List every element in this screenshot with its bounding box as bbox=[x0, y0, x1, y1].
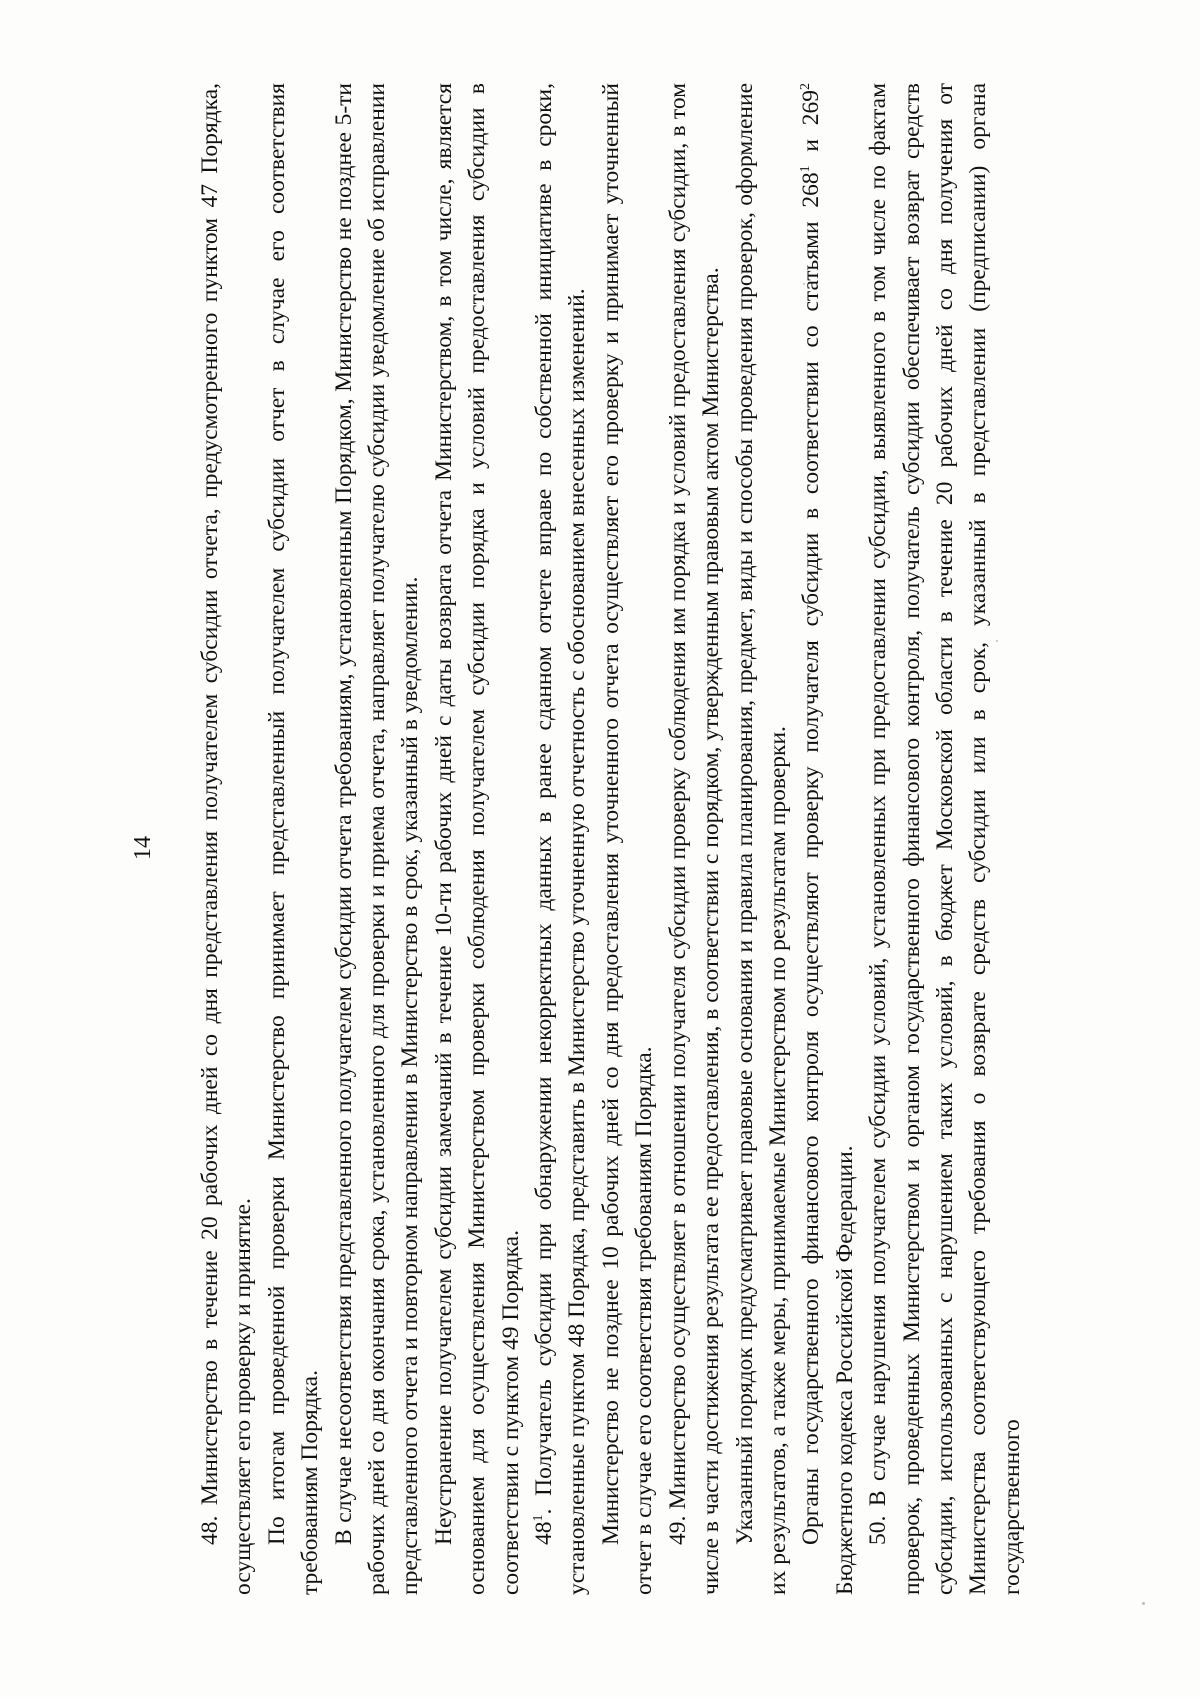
document-body bbox=[194, 43, 1029, 1653]
paragraph-text: Бюджетного кодекса Российской Федерации. bbox=[831, 1145, 858, 1595]
page-number: 14 bbox=[130, 836, 156, 860]
paragraph-48-1 bbox=[528, 83, 595, 1595]
rotated-document-page bbox=[100, 43, 1100, 1653]
scan-speck bbox=[1142, 1602, 1145, 1605]
paragraph-text: и 269 bbox=[798, 90, 825, 166]
paragraph-49-procedure: Указанный порядок предусматривает правовые основания и правила планирования, предмет, виды и способы проведения проверок, оформление их результатов, а также меры, принимаемые Министерством по результатам проверки. bbox=[731, 83, 791, 1595]
paragraph-48-nonconformity: В случае несоответствия представленного получателем субсидии отчета требованиям, установленным Порядком, Министерство не позднее 5-ти рабочих дней со дня окончания срока, установленного для проверки и приема отчета, направляет получателю субсидии уведомление об исправлении представленного отчета и повторном направлении в Министерство в срок, указанный в уведомлении. bbox=[330, 83, 424, 1595]
paragraph-50: 50. В случае нарушения получателем субсидии условий, установленных при предоставлении субсидии, выявленного в том числе по фактам проверок, проведенных Министерством и органом государственного финансового контроля, получатель субсидии обеспечивает возврат средств субсидии, использованных с нарушением таких условий, в бюджет Московской области в течение 20 рабочих дней со дня получения от Министерства соответствующего требования о возврате средств субсидии или в срок, указанный в представлении (предписании) органа государственного bbox=[865, 83, 1025, 1595]
paragraph-49: 49. Министерство осуществляет в отношении получателя субсидии проверку соблюдения им порядка и условий предоставления субсидии, в том числе в части достижения результата ее предоставления, в соответствии с порядком, утвержденным правовым актом Министерства. bbox=[664, 83, 725, 1595]
paragraph-number: 48 bbox=[531, 1521, 558, 1545]
paragraph-text: Органы государственного финансового контроля осуществляют проверку получателя субсидии в соответствии со статьями 268 bbox=[798, 172, 825, 1545]
paragraph-text: . Получатель субсидии при обнаружении некорректных данных в ранее сданном отчете вправе по собственной инициативе в сроки, установленные пунктом 48 Порядка, представить в Министерство уточненную отчетность с обоснованием внесенных изменений. bbox=[531, 83, 591, 1595]
paragraph-48: 48. Министерство в течение 20 рабочих дней со дня представления получателем субсидии отчета, предусмотренного пунктом 47 Порядка, осуществляет его проверку и принятие. bbox=[197, 83, 257, 1595]
superscript: 1 bbox=[798, 165, 814, 173]
superscript: 1 bbox=[531, 1514, 547, 1522]
superscript: 2 bbox=[798, 83, 814, 90]
paragraph-48-1-review: Министерство не позднее 10 рабочих дней со дня предоставления уточненного отчета осуществляет его проверку и принимает уточненный отчет в случае его соответствия требованиям Порядка. bbox=[597, 83, 658, 1595]
paragraph-48-acceptance: По итогам проведенной проверки Министерство принимает представленный получателем субсидии отчет в случае его соответствия требованиям Порядка. bbox=[263, 83, 324, 1595]
paragraph-49-state-control bbox=[795, 83, 862, 1595]
paragraph-48-remarks: Неустранение получателем субсидии замечаний в течение 10-ти рабочих дней с даты возврата отчета Министерством, в том числе, является основанием для осуществления Министерством проверки соблюдения получателем субсидии порядка и условий предоставления субсидии в соответствии с пунктом 49 Порядка. bbox=[430, 83, 524, 1595]
